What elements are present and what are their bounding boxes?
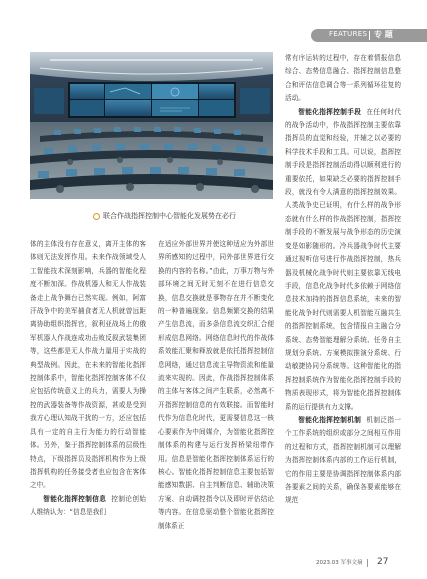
paragraph-text: 控制论创始人维纳认为：“信息是我们 [30, 494, 147, 517]
text-column-middle [158, 238, 274, 533]
section-heading-means: 智能化指挥控制手段 [298, 107, 362, 116]
caption-text: 联合作战指挥控制中心智能化发展势在必行 [103, 212, 236, 220]
section-heading-mechanism: 智能化指挥控制机制 [298, 415, 362, 424]
paragraph-text: 在任何时代的战争活动中，作战指挥控制主要依靠指挥员的直觉和经验，并辅之以必要的科学技术手段和工具。可以说，指挥控制手段是指挥控制活动得以顺利进行的重要依托，如果缺乏必要的指挥控制手段，就没有令人满意的指挥控制效果。人类战争史已证明，有什么样的战争形态就有什么样的作战指挥控制，指挥控制手段的不断发展与战争形态的历史演变是如影随形的。冷兵器战争时代主要通过视听信号进行作战指挥控制，热兵器及机械化战争时代则主要依靠无线电手段，信息化战争时代多依赖于网络信息技术加持的指挥信息系统，未来的智能化战争时代则需要人机智能互融共生的指挥控制系统，包含情报自主融合分系统、态势智能理解分系统、任务自主规划分系统、方案模拟推演分系统、行动敏捷协同分系统等。这种智能化的指挥控制系统作为智能化指挥控制手段的物质表现形式，将为智能化指挥控制体系的运行提供有力支撑。 [285, 107, 402, 411]
command-center-illustration [30, 52, 273, 199]
text-column-left [30, 238, 146, 520]
issue-date: 2023.03 [316, 560, 339, 566]
text-column-right [285, 52, 401, 508]
section-label-cn: 专 题 [374, 30, 393, 39]
section-header-tag [311, 29, 427, 42]
page-number: 27 [377, 557, 389, 567]
paragraph: 体的主体没有存在意义，离开主体的客体则无法发挥作用。未来作战领域受人工智能技术深刻影响，兵器的智能化程度不断加深。作战机器人和无人作战装备走上战争舞台已然实现。例如，阿富汗战争中的美军捕食者无人机就曾远距离协助组织指挥官，叙利亚战场上的俄军机器人作战连成功击败反叙武装集团等，这些都是无人作战力量用于实战的典型战例。因此，在未来的智能化指挥控制体系中，智能化指挥控制客体不仅应包括传统意义上的兵力，需要人为操控的武器装备等作战资源，甚或是受到我方心理认知战干扰的一方，还应包括具有一定的自主行为能力的行动智能体。另外，鉴于指挥控制体系的层级性特点，下级指挥员及指挥机构作为上级指挥机构的任务接受者也应包含在客体之中。 [30, 240, 146, 490]
paragraph-with-heading [285, 414, 401, 508]
figure-caption [93, 211, 273, 223]
paragraph-with-heading [285, 106, 401, 414]
paragraph-with-heading [30, 493, 146, 520]
paragraph: 在适应外部世界并使这种适应为外部世界所感知的过程中，同外部世界进行交换的内容的名称。”由此，万事万物与外部环境之间无时无刻不在进行信息交换，信息交换就是事物存在并不断变化的一种普遍现象。信息频繁交换的结果产生信息流，而多条信息流交织汇合便形成信息网络。网络信息时代的作战体系效能汇聚和释放就是依托指挥控制信息网络，通过信息流主导物资流和能量流来实现的。因此，作战指挥控制体系的主体与客体之间产生联系，必然离不开指挥控制信息的有效联接。而智能时代作为信息化时代，更需要信息这一核心要素作为中间媒介，为智能化指挥控制体系的构建与运行发挥桥梁纽带作用。信息是智能化指挥控制体系运行的核心。智能化指挥控制信息主要包括智能感知数据、自主判断信息、辅助决策方案、自动调控指令以及即时评估结论等内容。在信息驱动整个智能化指挥控制体系正 [158, 240, 274, 530]
paragraph: 常有序运转的过程中，存在着情报信息综合、态势信息融合、指挥控制信息整合和评估信息调合等一系列循环往复的活动。 [285, 54, 401, 103]
section-heading-info: 智能化指挥控制信息 [43, 494, 107, 503]
section-label-en: FEATURES [329, 30, 368, 38]
command-center-photo [30, 52, 273, 199]
footer-divider [367, 559, 368, 567]
caption-bullet-icon [93, 213, 100, 220]
header-divider [369, 31, 370, 40]
page-footer [316, 557, 388, 567]
magazine-name: 军事文摘 [340, 560, 363, 566]
paragraph-text: 机制泛指一个工作系统的组织或部分之间相互作用的过程和方式，指挥控制机制可以理解为指挥控制体系内部的工作运行机制，它的作用主要是协调指挥控制体系内部各要素之间的关系，确保各要素能够在规范 [285, 415, 402, 505]
